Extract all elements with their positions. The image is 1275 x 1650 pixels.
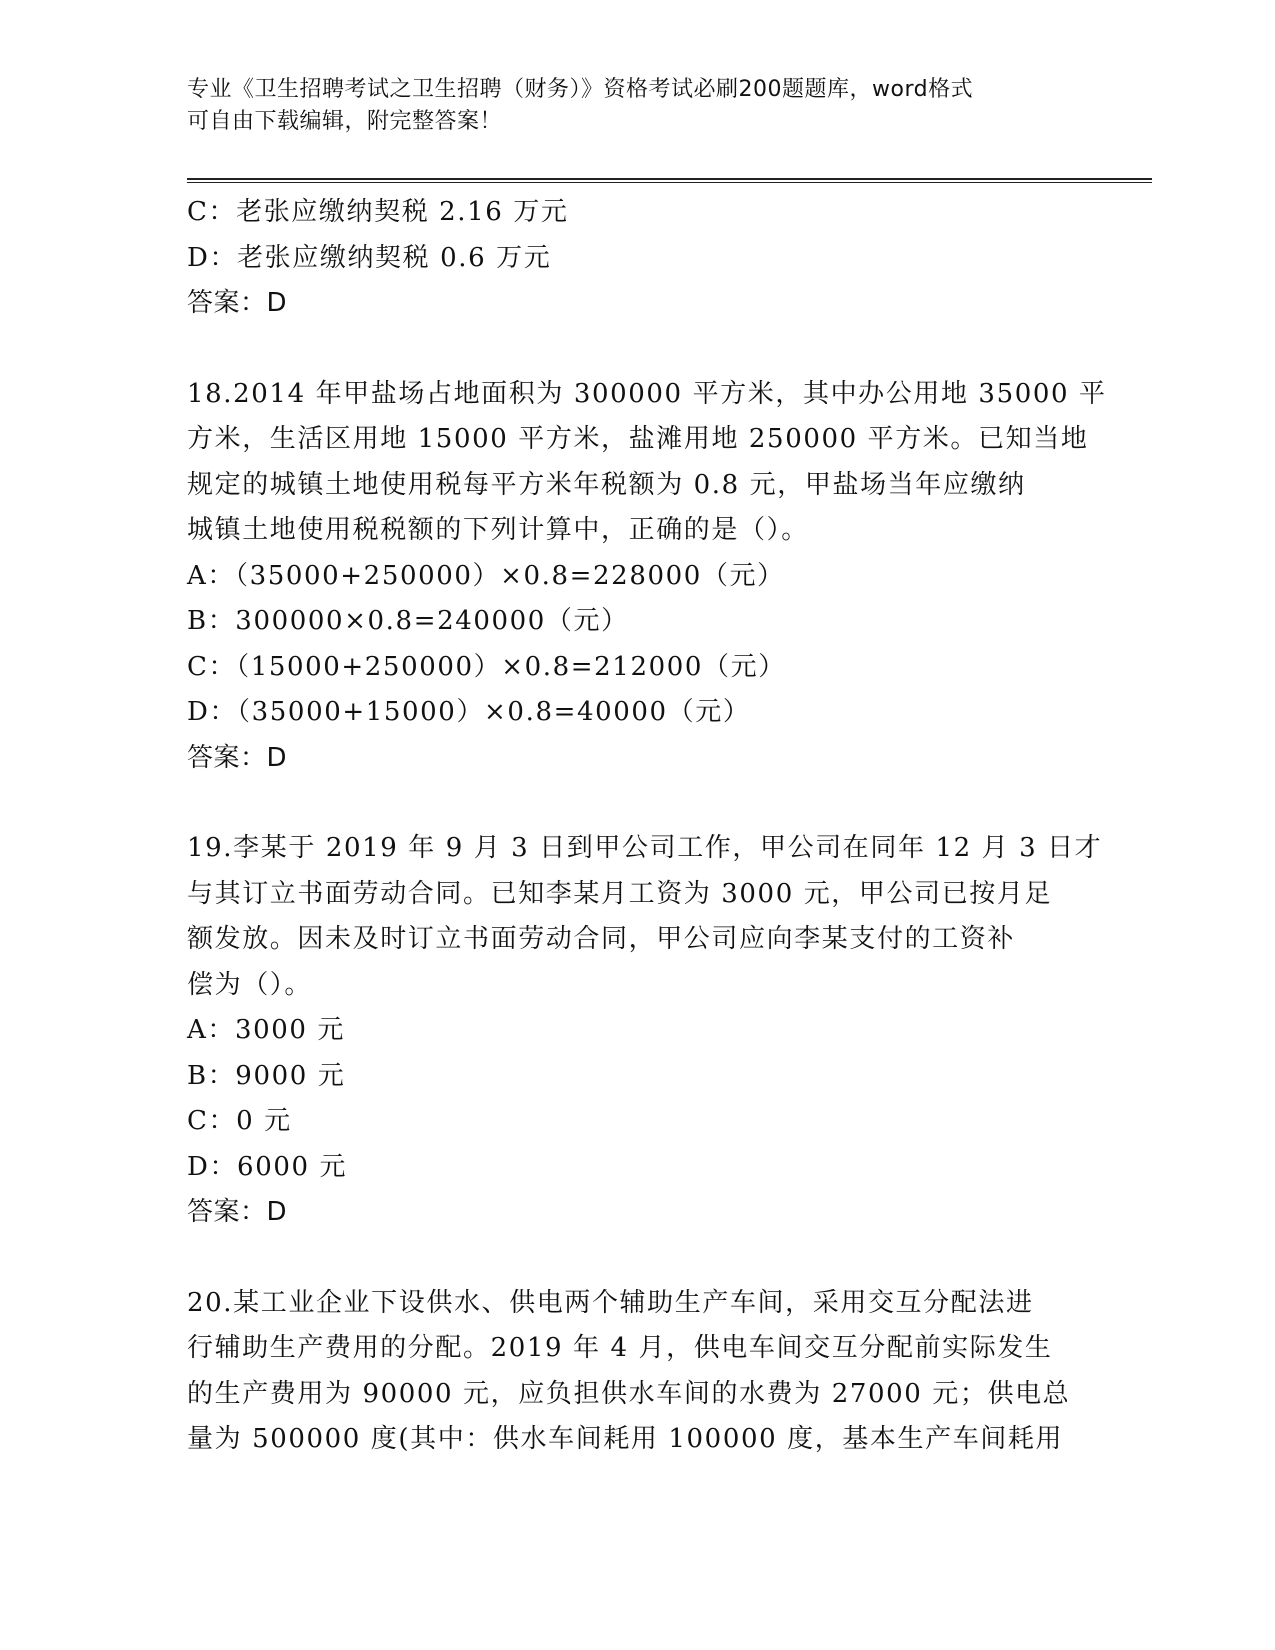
- question-19: [187, 826, 1103, 1236]
- option-d: D：6000 元: [187, 1151, 348, 1182]
- answer-line: 答案：D: [187, 288, 288, 318]
- option-b: B：9000 元: [187, 1060, 346, 1091]
- option-d: D：老张应缴纳契税 0.6 万元: [187, 242, 552, 273]
- question-stem-line: 额发放。因未及时订立书面劳动合同，甲公司应向李某支付的工资补: [187, 924, 1016, 954]
- question-17-tail: [187, 190, 1087, 327]
- question-stem-line: 城镇土地使用税税额的下列计算中，正确的是（）。: [187, 515, 809, 545]
- option-d: D：（35000+15000）×0.8=40000（元）: [187, 697, 751, 727]
- question-stem-line: 规定的城镇土地使用税每平方米年税额为 0.8 元，甲盐场当年应缴纳: [187, 469, 1026, 500]
- header-line-1: 专业《卫生招聘考试之卫生招聘（财务）》资格考试必刷200题题库，word格式: [187, 77, 974, 102]
- option-c: C：老张应缴纳契税 2.16 万元: [187, 197, 569, 227]
- header-divider: [187, 178, 1152, 183]
- option-b: B：300000×0.8=240000（元）: [187, 606, 629, 636]
- question-stem-line: 量为 500000 度(其中：供水车间耗用 100000 度，基本生产车间耗用: [187, 1424, 1064, 1454]
- question-stem-line: 19.李某于 2019 年 9 月 3 日到甲公司工作，甲公司在同年 12 月 3 日才: [187, 833, 1103, 863]
- option-a: A：（35000+250000）×0.8=228000（元）: [187, 560, 785, 591]
- option-c: C：0 元: [187, 1106, 292, 1136]
- question-20: [187, 1281, 1087, 1463]
- header-line-2: 可自由下载编辑，附完整答案！: [187, 109, 503, 134]
- page-header: [187, 74, 1067, 138]
- question-stem-line: 的生产费用为 90000 元，应负担供水车间的水费为 27000 元；供电总: [187, 1378, 1071, 1409]
- question-18: [187, 372, 1107, 782]
- answer-line: 答案：D: [187, 1197, 288, 1227]
- option-c: C：（15000+250000）×0.8=212000（元）: [187, 651, 786, 682]
- question-stem-line: 20.某工业企业下设供水、供电两个辅助生产车间，采用交互分配法进: [187, 1287, 1034, 1318]
- question-stem-line: 行辅助生产费用的分配。2019 年 4 月，供电车间交互分配前实际发生: [187, 1333, 1053, 1363]
- question-stem-line: 与其订立书面劳动合同。已知李某月工资为 3000 元，甲公司已按月足: [187, 878, 1053, 909]
- answer-line: 答案：D: [187, 742, 288, 773]
- question-stem-line: 18.2014 年甲盐场占地面积为 300000 平方米，其中办公用地 35000 平: [187, 378, 1107, 409]
- option-a: A：3000 元: [187, 1015, 346, 1045]
- document-body: [187, 190, 1107, 1463]
- question-stem-line: 偿为（）。: [187, 969, 313, 1000]
- question-stem-line: 方米，生活区用地 15000 平方米，盐滩用地 250000 平方米。已知当地: [187, 424, 1089, 454]
